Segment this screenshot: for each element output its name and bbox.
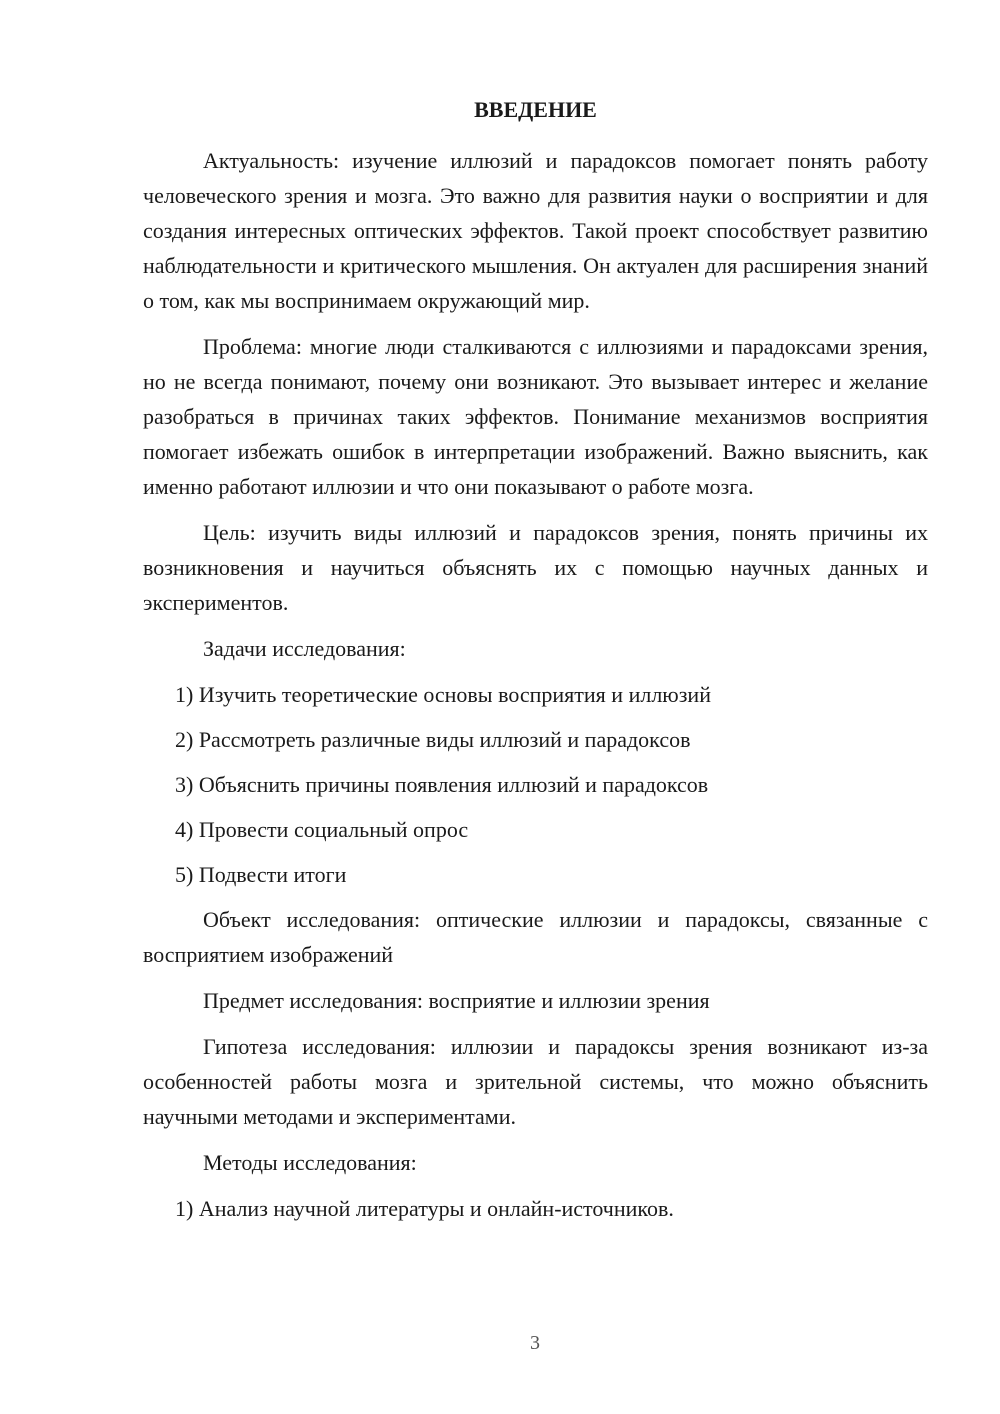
problem-paragraph: Проблема: многие люди сталкиваются с иллюзиями и парадоксами зрения, но не всегда понимают, почему они возникают. Это вызывает интерес и желание разобраться в причинах таких эффектов. Понимание механизмов восприятия помогает избежать ошибок в интерпретации изображений. Важно выяснить, как именно работают иллюзии и что они показывают о работе мозга. [143,334,928,499]
method-item: 1) Анализ научной литературы и онлайн-источников. [175,1196,674,1221]
section-heading: ВВЕДЕНИЕ [474,97,597,122]
task-item: 2) Рассмотреть различные виды иллюзий и парадоксов [175,727,691,752]
hypothesis-paragraph: Гипотеза исследования: иллюзии и парадоксы зрения возникают из-за особенностей работы мозга и зрительной системы, что можно объяснить научными методами и экспериментами. [143,1034,928,1129]
object-paragraph: Объект исследования: оптические иллюзии и парадоксы, связанные с восприятием изображений [143,907,928,967]
task-item: 4) Провести социальный опрос [175,817,469,842]
tasks-list [143,677,928,892]
task-item: 5) Подвести итоги [175,862,347,887]
goal-paragraph: Цель: изучить виды иллюзий и парадоксов зрения, понять причины их возникновения и научиться объяснять их с помощью научных данных и экспериментов. [143,520,928,615]
task-item: 1) Изучить теоретические основы восприятия и иллюзий [175,682,711,707]
tasks-title: Задачи исследования: [203,636,406,661]
methods-list [143,1191,928,1226]
page-number: 3 [530,1332,540,1354]
subject-paragraph: Предмет исследования: восприятие и иллюзии зрения [203,988,710,1013]
page-content [143,94,928,1236]
methods-title: Методы исследования: [203,1150,417,1175]
task-item: 3) Объяснить причины появления иллюзий и парадоксов [175,772,709,797]
relevance-paragraph: Актуальность: изучение иллюзий и парадоксов помогает понять работу человеческого зрения и мозга. Это важно для развития науки о восприятии и для создания интересных оптических эффектов. Такой проект способствует развитию наблюдательности и критического мышления. Он актуален для расширения знаний о том, как мы воспринимаем окружающий мир. [143,148,928,313]
